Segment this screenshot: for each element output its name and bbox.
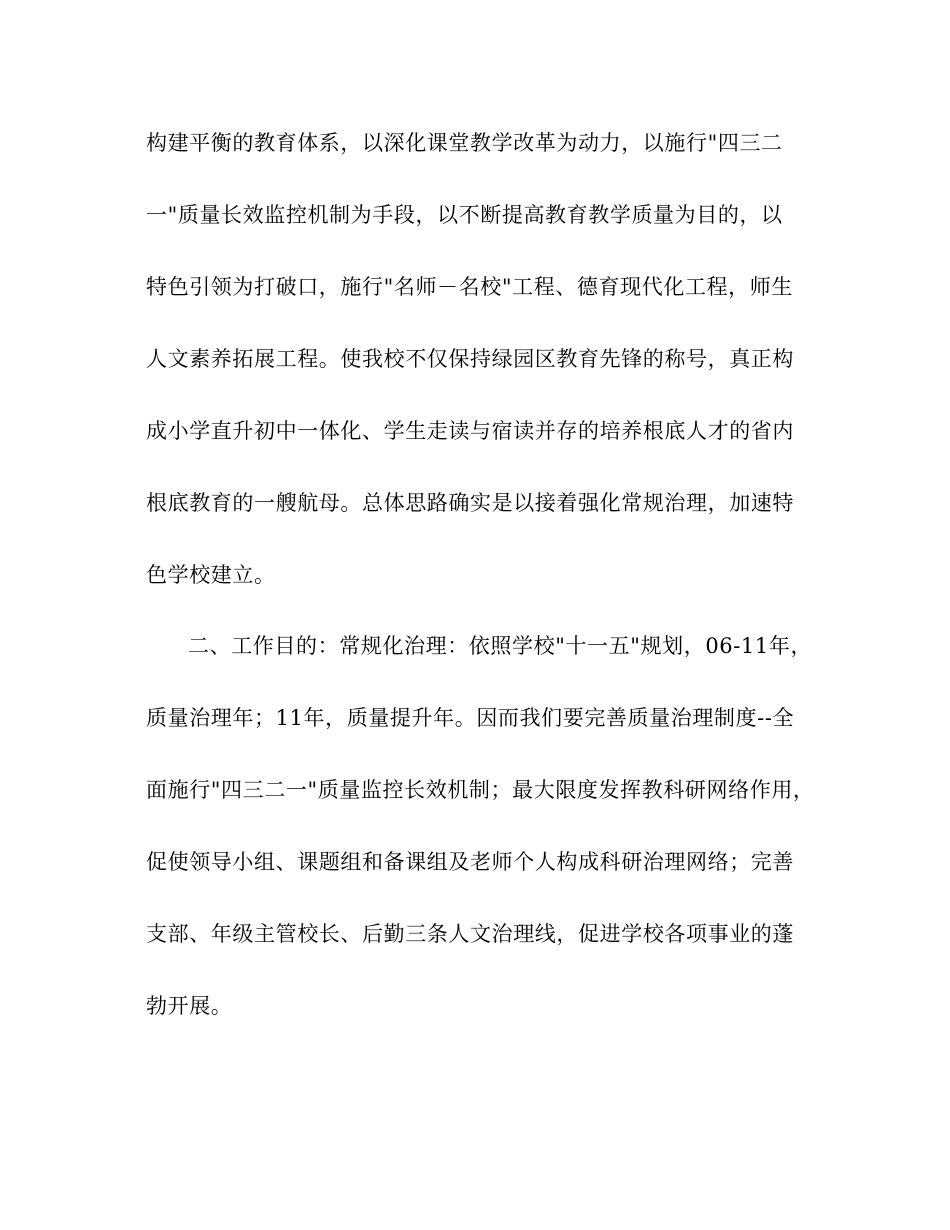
paragraph-2-line-4: 促使领导小组、课题组和备课组及老师个人构成科研治理网络；完善 bbox=[146, 850, 794, 874]
paragraph-1-line-7: 色学校建立。 bbox=[146, 563, 276, 587]
paragraph-1-line-6: 根底教育的一艘航母。总体思路确实是以接着强化常规治理，加速特 bbox=[146, 491, 794, 515]
paragraph-2-line-3: 面施行"四三二一"质量监控长效机制；最大限度发挥教科研网络作用， bbox=[146, 778, 815, 802]
paragraph-2-line-2: 质量治理年；11年，质量提升年。因而我们要完善质量治理制度--全 bbox=[146, 706, 795, 730]
paragraph-2-line-5: 支部、年级主管校长、后勤三条人文治理线，促进学校各项事业的蓬 bbox=[146, 922, 794, 946]
paragraph-1-line-3: 特色引领为打破口，施行"名师－名校"工程、德育现代化工程，师生 bbox=[146, 275, 793, 299]
paragraph-1-line-2: 一"质量长效监控机制为手段，以不断提高教育教学质量为目的，以 bbox=[146, 203, 783, 227]
paragraph-2-line-1: 二、工作目的：常规化治理：依照学校"十一五"规划，06-11年， bbox=[188, 634, 813, 658]
paragraph-1-line-1: 构建平衡的教育体系，以深化课堂教学改革为动力，以施行"四三二 bbox=[146, 131, 783, 155]
paragraph-1-line-4: 人文素养拓展工程。使我校不仅保持绿园区教育先锋的称号，真正构 bbox=[146, 347, 794, 371]
paragraph-2-line-6: 勃开展。 bbox=[146, 994, 233, 1018]
paragraph-1-line-5: 成小学直升初中一体化、学生走读与宿读并存的培养根底人才的省内 bbox=[146, 419, 794, 443]
